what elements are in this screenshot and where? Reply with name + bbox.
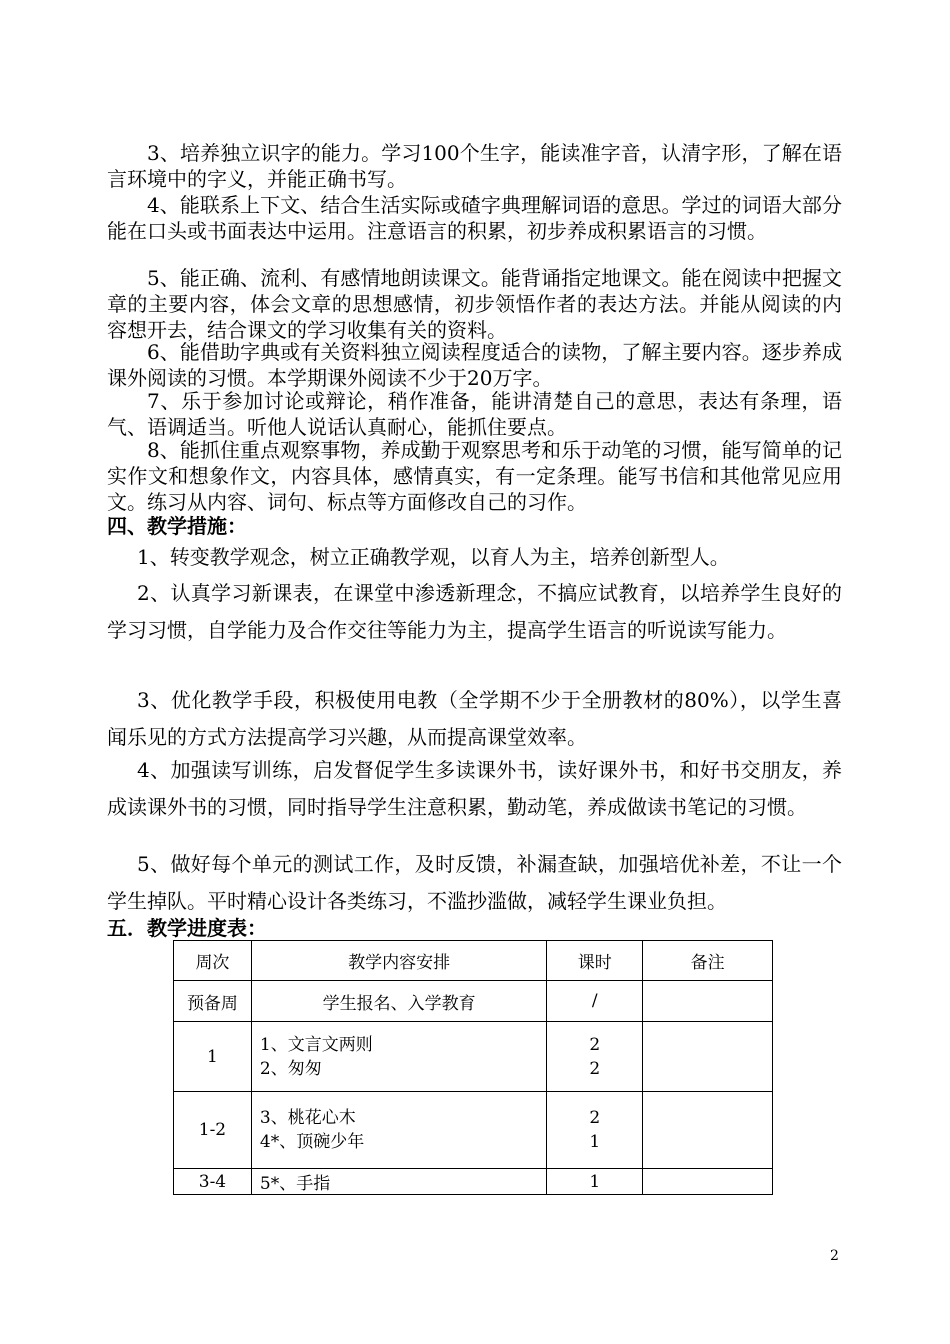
table-row	[174, 1092, 773, 1169]
note-cell	[643, 1022, 773, 1092]
goal-paragraph-7: 7、乐于参加讨论或辩论，稍作准备，能讲清楚自己的意思，表达有条理，语气、语调适当。听他人说话认真耐心，能抓住要点。	[107, 389, 842, 439]
hours-value: 2	[589, 1108, 601, 1128]
measure-item-1: 1、转变教学观念，树立正确教学观，以育人为主，培养创新型人。	[137, 545, 730, 569]
goal-paragraph-3: 3、培养独立识字的能力。学习100个生字，能读准字音，认清字形，了解在语言环境中的字义，并能正确书写。	[107, 141, 842, 191]
note-cell	[643, 1169, 773, 1195]
hours-cell: /	[547, 981, 643, 1022]
week-cell: 1	[174, 1022, 252, 1092]
schedule-table	[173, 940, 773, 1195]
note-cell	[643, 981, 773, 1022]
measure-item-5: 5、做好每个单元的测试工作，及时反馈，补漏查缺，加强培优补差，不让一个学生掉队。平时精心设计各类练习，不滥抄滥做，减轻学生课业负担。	[107, 852, 842, 913]
header-hours: 课时	[547, 941, 643, 981]
table-row	[174, 1022, 773, 1092]
header-notes: 备注	[643, 941, 773, 981]
hours-cell	[547, 1092, 643, 1169]
header-content: 教学内容安排	[251, 941, 546, 981]
goal-paragraph-8: 8、能抓住重点观察事物，养成勤于观察思考和乐于动笔的习惯，能写简单的记实作文和想象作文，内容具体，感情真实，有一定条理。能写书信和其他常见应用文。练习从内容、词句、标点等方面修改自己的习作。	[107, 438, 842, 514]
goal-paragraph-4: 4、能联系上下文、结合生活实际或碴字典理解词语的意思。学过的词语大部分能在口头或书面表达中运用。注意语言的积累，初步养成积累语言的习惯。	[107, 193, 842, 243]
content-cell: 学生报名、入学教育	[251, 981, 546, 1022]
measure-item-3: 3、优化教学手段，积极使用电教（全学期不少于全册教材的80%），以学生喜闻乐见的方式方法提高学习兴趣，从而提高课堂效率。	[107, 688, 842, 749]
hours-cell	[547, 1022, 643, 1092]
lesson-item: 3、桃花心木	[259, 1108, 356, 1128]
goal-paragraph-6: 6、能借助字典或有关资料独立阅读程度适合的读物，了解主要内容。逐步养成课外阅读的习惯。本学期课外阅读不少于20万字。	[107, 340, 842, 390]
content-cell	[251, 1022, 546, 1092]
week-cell: 1-2	[174, 1092, 252, 1169]
header-week: 周次	[174, 941, 252, 981]
week-cell: 预备周	[174, 981, 252, 1022]
hours-value: 2	[589, 1058, 601, 1079]
section-5-title: 五．教学进度表：	[107, 916, 267, 940]
lesson-item: 4*、顶碗少年	[259, 1132, 365, 1152]
note-cell	[643, 1092, 773, 1169]
section-4-title: 四、教学措施：	[107, 514, 247, 538]
hours-cell: 1	[547, 1169, 643, 1195]
content-cell	[251, 1092, 546, 1169]
table-row	[174, 1169, 773, 1195]
page-number: 2	[830, 1248, 839, 1264]
goal-paragraph-5: 5、能正确、流利、有感情地朗读课文。能背诵指定地课文。能在阅读中把握文章的主要内容，体会文章的思想感情，初步领悟作者的表达方法。并能从阅读的内容想开去，结合课文的学习收集有关的资料。	[107, 266, 842, 342]
lesson-item: 2、匆匆	[259, 1058, 322, 1079]
table-header-row	[174, 941, 773, 981]
hours-value: 1	[589, 1132, 601, 1152]
measure-item-4: 4、加强读写训练，启发督促学生多读课外书，读好课外书，和好书交朋友，养成读课外书的习惯，同时指导学生注意积累，勤动笔，养成做读书笔记的习惯。	[107, 758, 842, 819]
table-row	[174, 981, 773, 1022]
measure-item-2: 2、认真学习新课表，在课堂中渗透新理念，不搞应试教育，以培养学生良好的学习习惯，自学能力及合作交往等能力为主，提高学生语言的听说读写能力。	[107, 581, 842, 642]
content-cell: 5*、手指	[251, 1169, 546, 1195]
week-cell: 3-4	[174, 1169, 252, 1195]
lesson-item: 1、文言文两则	[259, 1034, 373, 1055]
hours-value: 2	[589, 1034, 601, 1055]
